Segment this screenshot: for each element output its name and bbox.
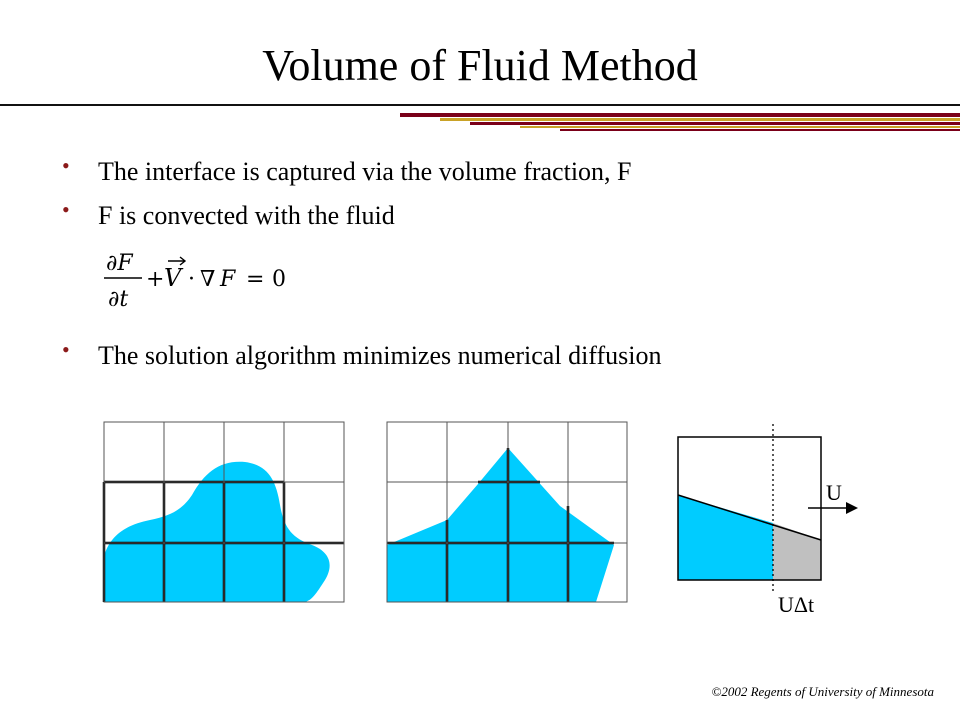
- flux-cell-diagram: [678, 424, 858, 617]
- reconstructed-interface-grid: [387, 422, 627, 602]
- smooth-interface-grid: [104, 422, 344, 602]
- copyright-footer: ©2002 Regents of University of Minnesota: [711, 684, 934, 699]
- velocity-label: U: [826, 480, 842, 505]
- svg-text:F: F: [220, 267, 236, 292]
- slide-title: Volume of Fluid Method: [262, 41, 698, 90]
- bullet-text: F is convected with the fluid: [98, 201, 395, 230]
- bullet-icon: •: [62, 197, 70, 222]
- fluxed-volume-region: [773, 523, 821, 580]
- bullet-icon: •: [62, 153, 70, 178]
- fluid-region-reconstructed: [387, 448, 614, 602]
- cell-fluid-region: [678, 495, 773, 580]
- displacement-label: UΔt: [778, 592, 815, 617]
- svg-text:∂F: ∂F: [106, 251, 133, 276]
- svg-text:·: ·: [188, 267, 195, 292]
- svg-text:=: =: [246, 267, 265, 292]
- svg-text:0: 0: [272, 267, 286, 292]
- svg-text:+: +: [146, 267, 165, 292]
- svg-text:∂t: ∂t: [108, 287, 129, 312]
- bullet-text: The interface is captured via the volume fraction, F: [98, 157, 632, 186]
- bullet-icon: •: [62, 337, 70, 362]
- svg-text:V: V: [164, 264, 182, 292]
- bullet-text: The solution algorithm minimizes numerical diffusion: [98, 341, 662, 370]
- svg-text:∇: ∇: [200, 267, 216, 292]
